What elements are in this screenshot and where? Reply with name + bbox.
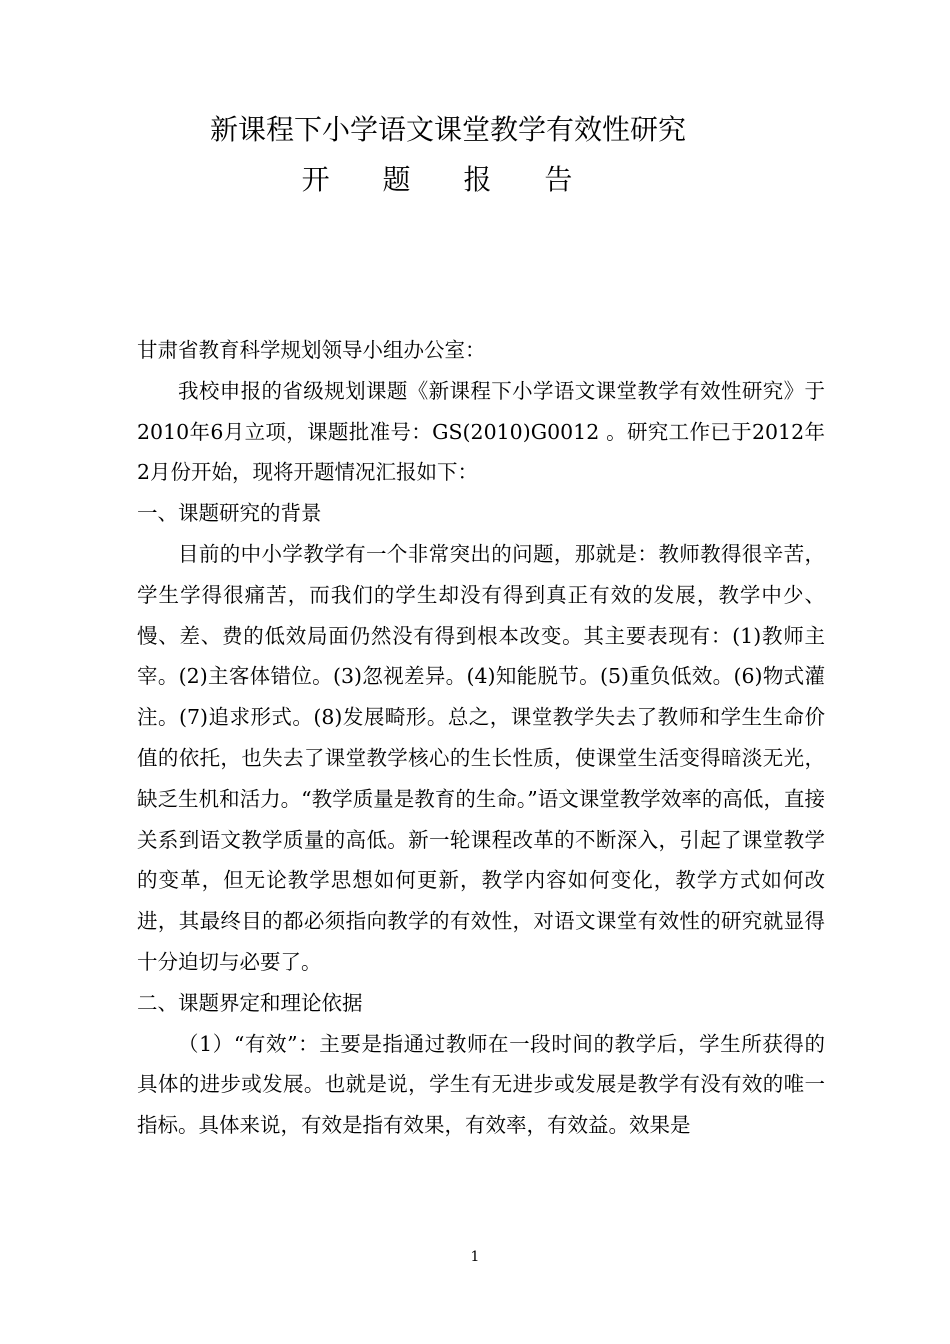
section-1-heading: 一、课题研究的背景 (137, 501, 322, 526)
page-number: 1 (470, 1249, 480, 1265)
salutation: 甘肃省教育科学规划领导小组办公室： (137, 338, 486, 362)
document-title: 新课程下小学语文课堂教学有效性研究 (209, 113, 686, 146)
section-1-paragraph: 目前的中小学教学有一个非常突出的问题，那就是：教师教得很辛苦，学生学得很痛苦，而我们的学生却没有得到真正有效的发展，教学中少、慢、差、费的低效局面仍然没有得到根本改变。其主要表现有：(1)教师主宰。(2)主客体错位。(3)忽视差异。(4)知能脱节。(5)重负低效。(6)物式灌注。(7)追求形式。(8)发展畸形。总之，课堂教学失去了教师和学生生命价值的依托，也失去了课堂教学核心的生长性质，使课堂生活变得暗淡无光，缺乏生机和活力。“教学质量是教育的生命。”语文课堂教学效率的高低，直接关系到语文教学质量的高低。新一轮课程改革的不断深入，引起了课堂教学的变革，但无论教学思想如何更新，教学内容如何变化，教学方式如何改进，其最终目的都必须指向教学的有效性，对语文课堂有效性的研究就显得十分迫切与必要了。 (137, 541, 825, 974)
document-body (137, 330, 825, 1146)
intro-paragraph: 我校申报的省级规划课题《新课程下小学语文课堂教学有效性研究》于2010年6月立项，课题批准号：GS(2010)G0012 。研究工作已于2012年2月份开始，现将开题情况汇报如下： (137, 378, 825, 485)
document-subtitle: 开 题 报 告 (301, 163, 595, 196)
section-2-paragraph: （1）“有效”：主要是指通过教师在一段时间的教学后，学生所获得的具体的进步或发展。也就是说，学生有无进步或发展是教学有没有效的唯一指标。具体来说，有效是指有效果，有效率，有效益。效果是 (137, 1031, 825, 1138)
section-2-heading: 二、课题界定和理论依据 (137, 990, 363, 1015)
